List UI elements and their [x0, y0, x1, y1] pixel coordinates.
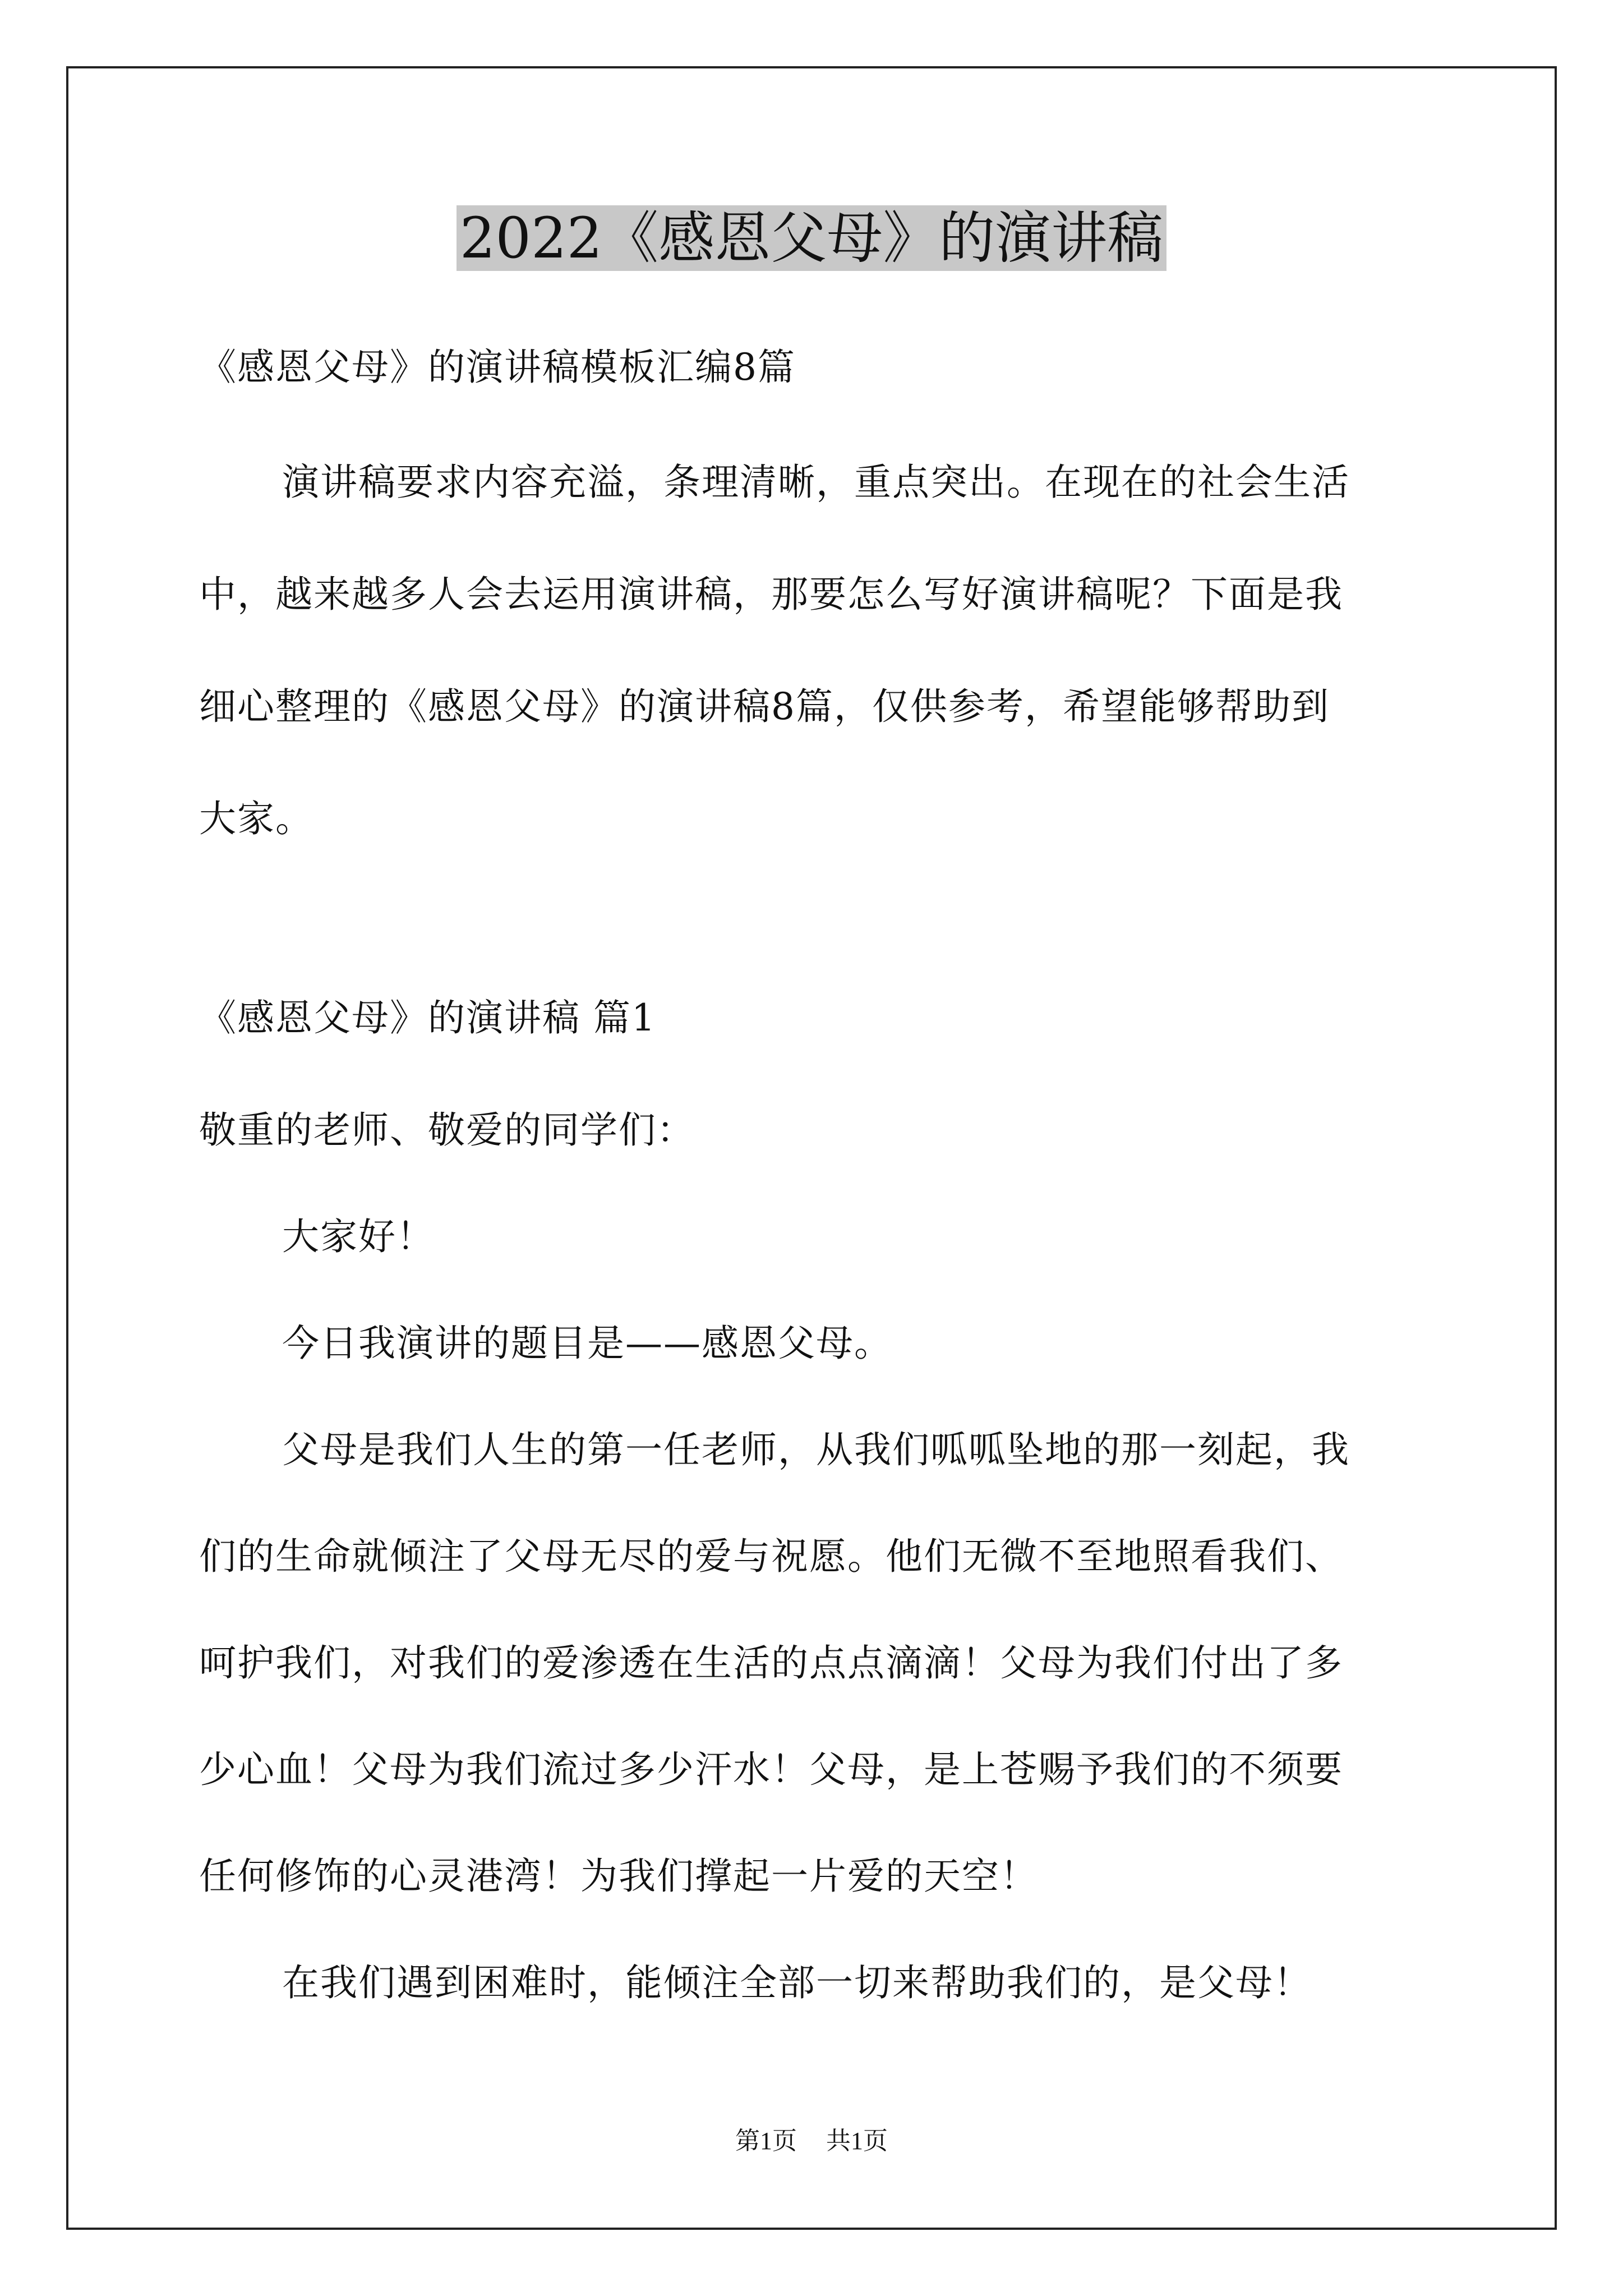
salutation-line: 敬重的老师、敬爱的同学们：	[199, 1108, 695, 1152]
paragraph-line: 父母是我们人生的第一任老师，从我们呱呱坠地的那一刻起，我	[282, 1428, 1350, 1471]
page-number-total: 共1页	[826, 2127, 888, 2155]
paragraph-line: 演讲稿要求内容充溢，条理清晰，重点突出。在现在的社会生活	[282, 461, 1350, 504]
document-title-text: 2022《感恩父母》的演讲稿	[457, 205, 1167, 271]
paragraph-line: 大家。	[199, 797, 313, 840]
paragraph-line: 在我们遇到困难时，能倾注全部一切来帮助我们的，是父母！	[282, 1961, 1312, 2004]
paragraph-line: 呵护我们，对我们的爱渗透在生活的点点滴滴！父母为我们付出了多	[199, 1641, 1343, 1685]
paragraph-line: 细心整理的《感恩父母》的演讲稿8篇，仅供参考，希望能够帮助到	[199, 685, 1330, 728]
section-heading: 《感恩父母》的演讲稿 篇1	[199, 996, 656, 1039]
page-footer	[0, 2120, 1623, 2156]
subtitle-line: 《感恩父母》的演讲稿模板汇编8篇	[199, 346, 796, 389]
document-title	[0, 202, 1623, 275]
paragraph-line: 中，越来越多人会去运用演讲稿，那要怎么写好演讲稿呢？下面是我	[199, 573, 1343, 616]
paragraph-line: 大家好！	[282, 1215, 435, 1258]
paragraph-line: 们的生命就倾注了父母无尽的爱与祝愿。他们无微不至地照看我们、	[199, 1535, 1343, 1578]
paragraph-line: 任何修饰的心灵港湾！为我们撑起一片爱的天空！	[199, 1855, 1038, 1898]
paragraph-line: 少心血！父母为我们流过多少汗水！父母，是上苍赐予我们的不须要	[199, 1748, 1343, 1791]
paragraph-line: 今日我演讲的题目是——感恩父母。	[282, 1322, 892, 1365]
page-number-current: 第1页	[735, 2127, 797, 2155]
